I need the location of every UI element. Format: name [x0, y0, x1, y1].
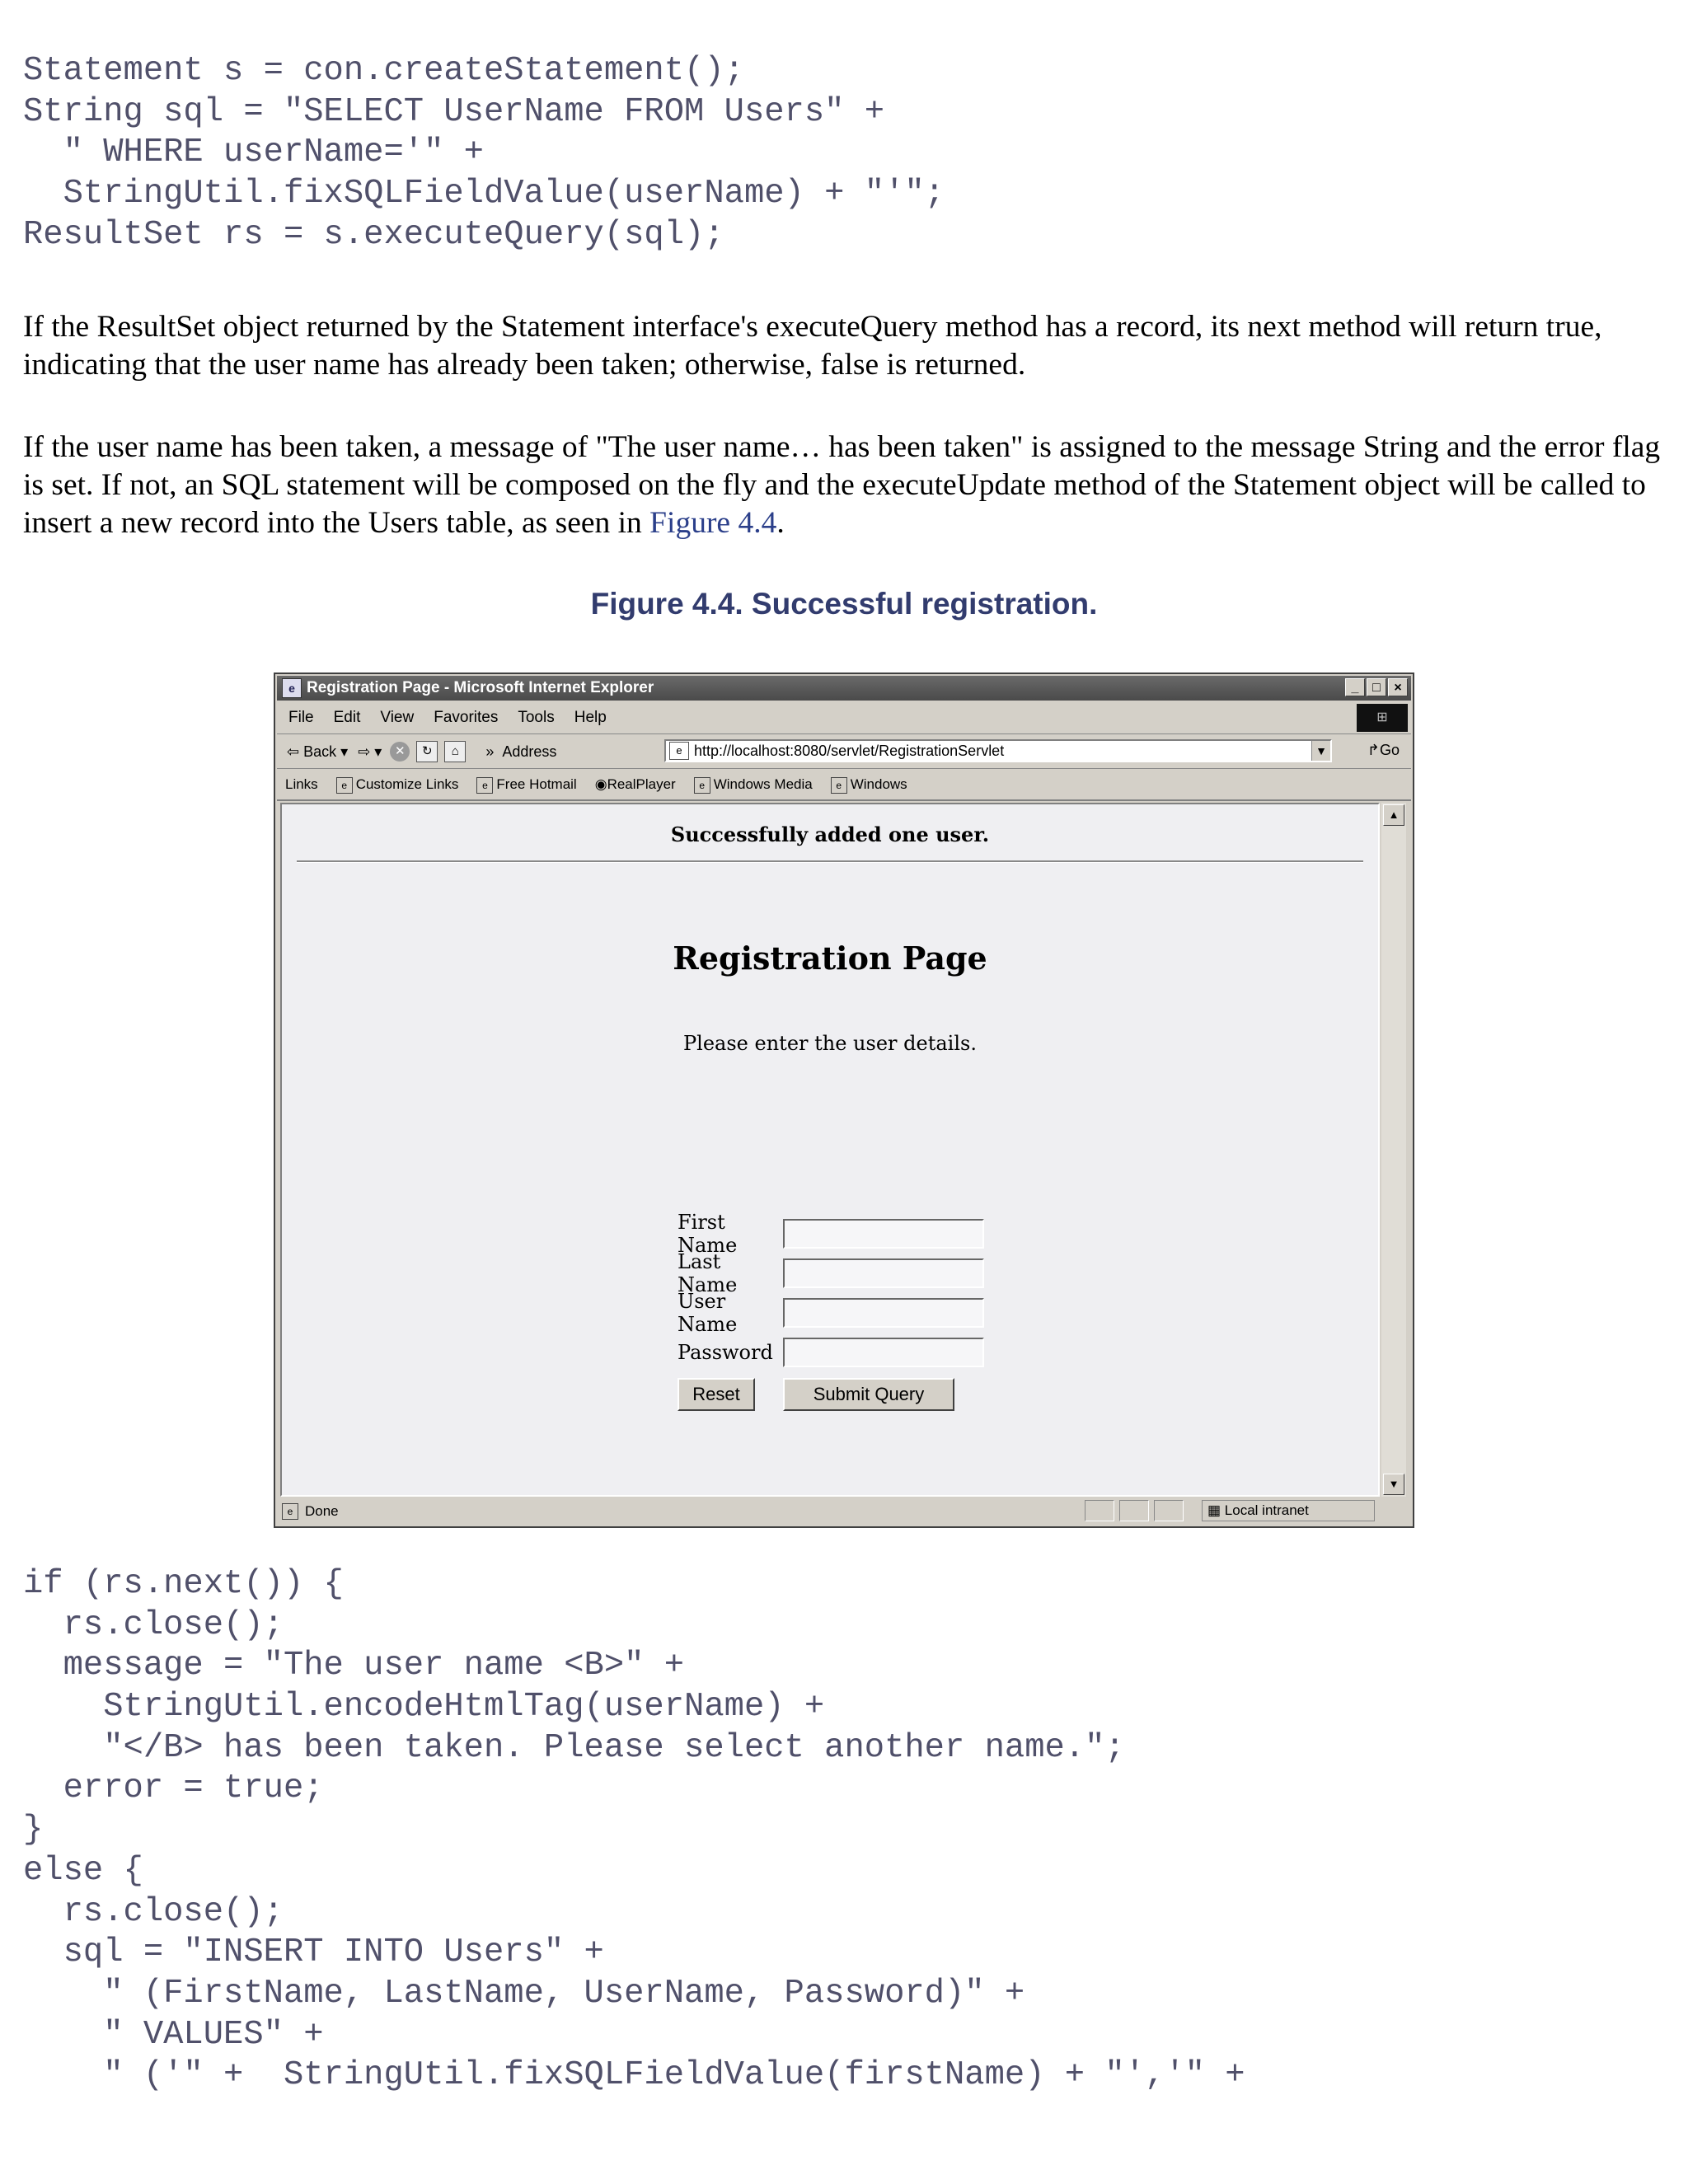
code-line: error = true;: [23, 1769, 324, 1808]
paragraph-2-end: .: [776, 506, 785, 540]
code-line: message = "The user name <B>" +: [23, 1647, 685, 1685]
link-label: Windows Media: [713, 776, 813, 792]
stop-icon[interactable]: ✕: [390, 742, 410, 762]
password-label: Password: [678, 1341, 773, 1364]
go-label: Go: [1379, 742, 1400, 758]
code-line: Statement s = con.createStatement();: [23, 52, 744, 90]
first-name-field[interactable]: [783, 1219, 984, 1249]
link-label: RealPlayer: [607, 776, 676, 792]
links-label: Links: [285, 776, 318, 792]
menu-favorites[interactable]: Favorites: [434, 709, 499, 726]
code-line: if (rs.next()) {: [23, 1565, 344, 1603]
windows-logo-icon: ⊞: [1357, 704, 1408, 732]
user-name-label: User Name: [678, 1290, 738, 1336]
form-prompt: Please enter the user details.: [683, 1032, 977, 1055]
realplayer-icon: ◉: [594, 776, 607, 792]
first-name-label: First Name: [678, 1211, 738, 1257]
ie-icon: e: [282, 678, 302, 698]
last-name-field[interactable]: [783, 1258, 984, 1288]
status-cells: [1085, 1500, 1184, 1521]
page-title: Registration Page: [673, 940, 987, 977]
page-icon: e: [669, 742, 689, 760]
code-block-bottom: [23, 1564, 1245, 2097]
menu-bar: [277, 702, 1411, 734]
last-name-row: [678, 1250, 984, 1296]
link-label: Windows: [850, 776, 907, 792]
window-controls: [1345, 678, 1408, 696]
code-line: "</B> has been taken. Please select another name.";: [23, 1728, 1125, 1767]
browser-window-screenshot: [274, 673, 1414, 1528]
home-icon[interactable]: ⌂: [444, 741, 466, 762]
chevron-icon[interactable]: »: [485, 743, 495, 760]
page-done-icon: e: [282, 1503, 298, 1520]
paragraph-2: [23, 429, 1667, 542]
code-line: rs.close();: [23, 1605, 284, 1644]
go-button[interactable]: [1367, 742, 1400, 759]
menu-view[interactable]: View: [380, 709, 415, 726]
paragraph-2-text: If the user name has been taken, a message of "The user name… has been taken" is assigned to the message String and the error flag is set. If not, an SQL statement will be composed on the fly and the executeUpdate method of the Statement object will be called to insert a new record into the Users table, as seen in: [23, 430, 1661, 540]
go-arrow-icon: ↱: [1367, 742, 1380, 758]
toolbar: [277, 735, 1411, 769]
minimize-icon[interactable]: _: [1345, 678, 1365, 696]
title-bar: [277, 676, 1411, 701]
link-realplayer[interactable]: [595, 776, 676, 793]
reset-button[interactable]: Reset: [678, 1378, 755, 1411]
password-field[interactable]: [783, 1338, 984, 1367]
code-line: " VALUES" +: [23, 2015, 324, 2054]
code-line: StringUtil.encodeHtmlTag(userName) +: [23, 1688, 825, 1727]
code-line: " (FirstName, LastName, UserName, Password)" +: [23, 1974, 1025, 2013]
address-input[interactable]: [664, 739, 1332, 762]
link-windows-media[interactable]: [694, 776, 813, 794]
refresh-icon[interactable]: ↻: [416, 741, 438, 762]
user-name-row: [678, 1290, 984, 1336]
link-customize[interactable]: [336, 776, 459, 794]
address-url: http://localhost:8080/servlet/RegistrationServlet: [694, 743, 1005, 759]
last-name-label: Last Name: [678, 1250, 738, 1296]
zone-label: Local intranet: [1224, 1502, 1309, 1518]
close-icon[interactable]: ×: [1388, 678, 1408, 696]
divider: [297, 860, 1363, 863]
code-block-top: [23, 51, 945, 255]
back-label: Back: [303, 743, 337, 760]
forward-button[interactable]: ⇨ ▾: [358, 743, 382, 760]
menu-edit[interactable]: Edit: [333, 709, 361, 726]
code-line: " ('" + StringUtil.fixSQLFieldValue(firstName) + "','" +: [23, 2056, 1245, 2095]
first-name-row: [678, 1211, 984, 1257]
code-line: else {: [23, 1851, 143, 1890]
menu-help[interactable]: Help: [574, 709, 607, 726]
submit-button[interactable]: Submit Query: [783, 1378, 954, 1411]
page-content: [280, 803, 1380, 1497]
code-line: " WHERE userName='" +: [23, 134, 484, 172]
figure-link[interactable]: Figure 4.4: [649, 506, 777, 540]
code-line: rs.close();: [23, 1892, 284, 1931]
paragraph-1: If the ResultSet object returned by the Statement interface's executeQuery method has a record, its next method will return true, indicating that the user name has already been taken; otherwise, false is returned.: [23, 310, 1602, 382]
link-windows[interactable]: [831, 776, 907, 794]
chevron-down-icon[interactable]: ▼: [1311, 741, 1330, 761]
intranet-icon: ▦: [1207, 1502, 1221, 1518]
window-title: Registration Page - Microsoft Internet Explorer: [307, 679, 654, 696]
link-label: Customize Links: [355, 776, 459, 792]
password-row: [678, 1337, 984, 1368]
success-message: Successfully added one user.: [670, 823, 990, 846]
user-name-field[interactable]: [783, 1298, 984, 1328]
back-button[interactable]: ⇦ Back ▾: [287, 743, 349, 760]
code-line: String sql = "SELECT UserName FROM Users" +: [23, 92, 885, 131]
maximize-icon[interactable]: □: [1367, 678, 1386, 696]
menu-file[interactable]: File: [288, 709, 314, 726]
scroll-down-icon[interactable]: ▼: [1383, 1474, 1404, 1495]
forward-arrow-icon: ⇨: [358, 743, 371, 760]
status-bar: [277, 1498, 1411, 1525]
vertical-scrollbar[interactable]: [1381, 803, 1406, 1497]
ie-page-icon: e: [694, 777, 710, 794]
links-bar: [277, 770, 1411, 801]
security-zone: [1202, 1500, 1375, 1521]
ie-page-icon: e: [476, 777, 493, 794]
figure-caption: Figure 4.4. Successful registration.: [590, 587, 1098, 621]
code-line: ResultSet rs = s.executeQuery(sql);: [23, 215, 724, 254]
menu-tools[interactable]: Tools: [518, 709, 555, 726]
code-line: StringUtil.fixSQLFieldValue(userName) + "'";: [23, 175, 945, 213]
code-line: }: [23, 1811, 44, 1849]
link-hotmail[interactable]: [476, 776, 576, 794]
code-line: sql = "INSERT INTO Users" +: [23, 1933, 604, 1972]
address-label: Address: [502, 743, 557, 760]
link-label: Free Hotmail: [496, 776, 577, 792]
back-arrow-icon: ⇦: [287, 743, 300, 760]
ie-page-icon: e: [831, 777, 847, 794]
status-text: Done: [305, 1503, 339, 1519]
scroll-up-icon[interactable]: ▲: [1383, 804, 1404, 826]
ie-page-icon: e: [336, 777, 353, 794]
